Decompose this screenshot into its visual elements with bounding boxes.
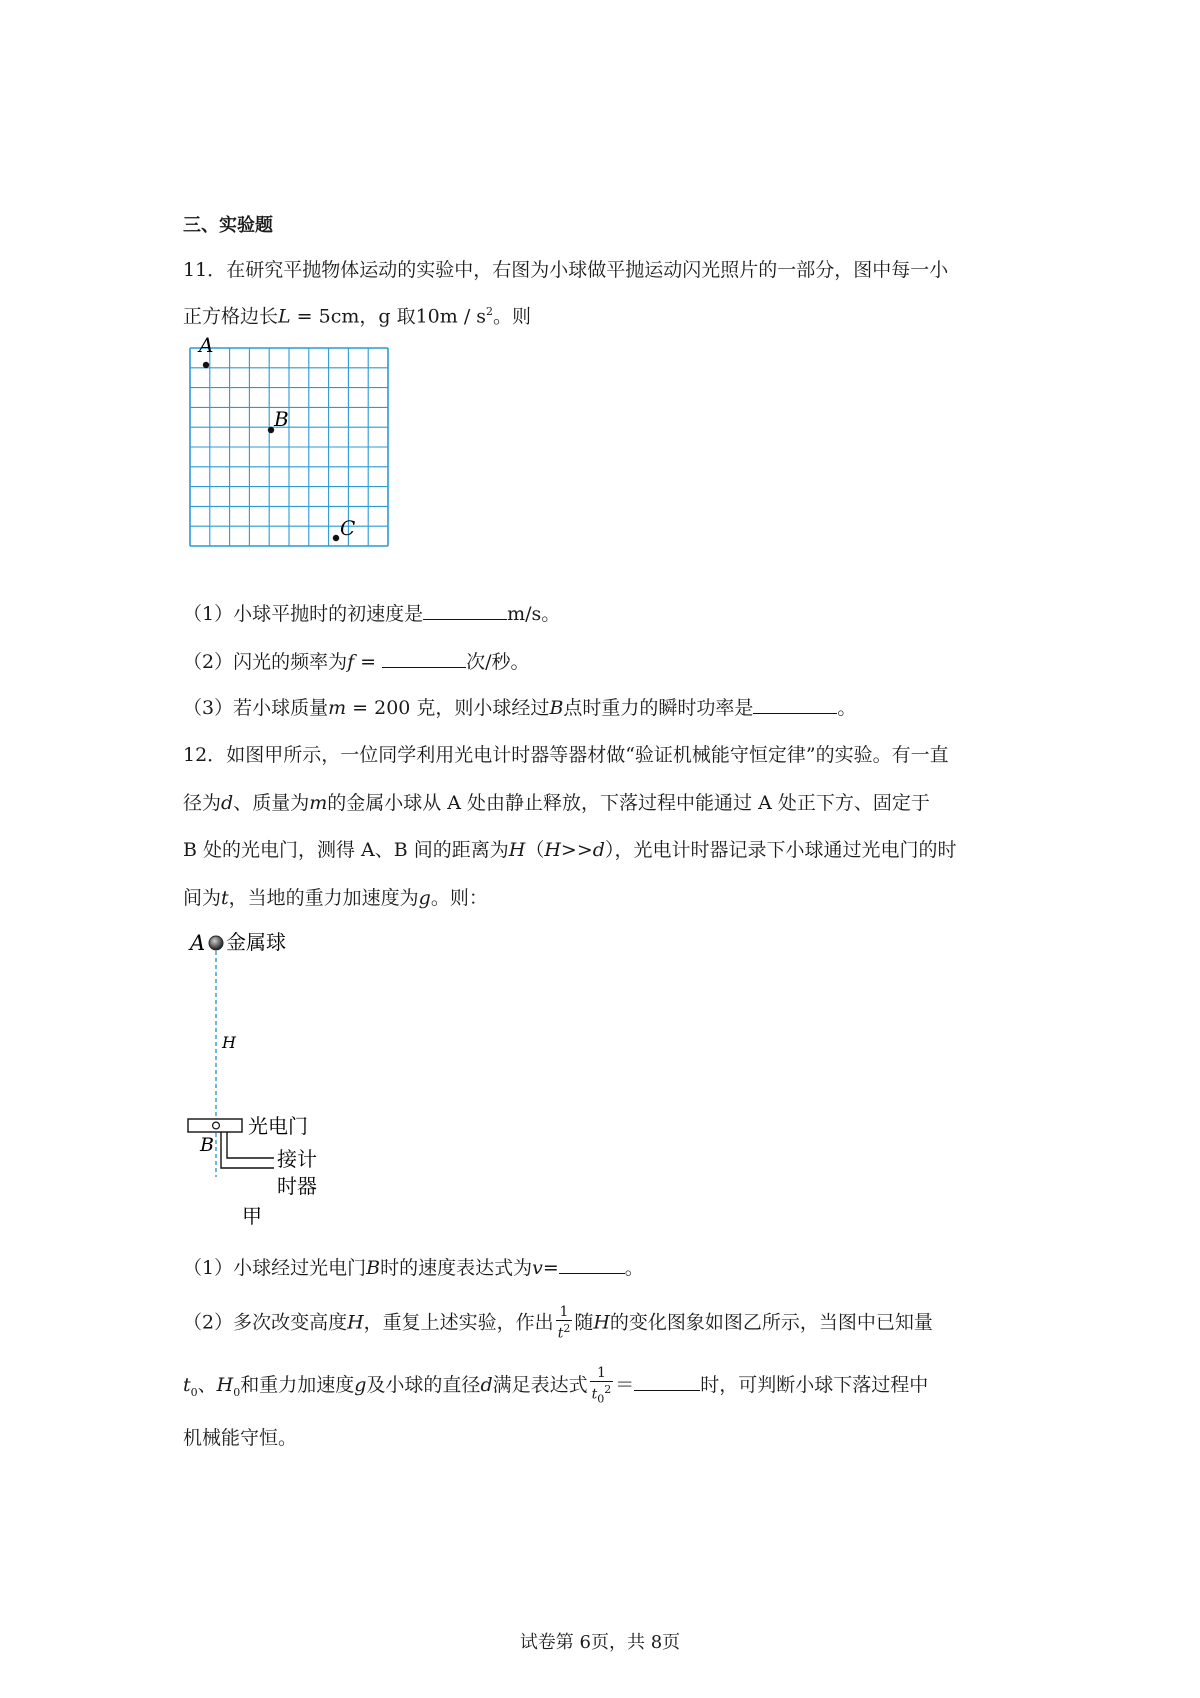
- frac2-den-t: t: [591, 1386, 598, 1403]
- q11-sub2-text: （2）闪光的频率为: [183, 651, 348, 673]
- q11-sub3: [183, 694, 856, 722]
- q12-sub2-line2: [183, 1366, 928, 1407]
- q12-line4-b: ，当地的重力加速度为: [228, 887, 419, 909]
- q12-line1-text: 如图甲所示，一位同学利用光电计时器等器材做“验证机械能守恒定律”的实验。有一直: [226, 744, 949, 766]
- frac-den: [556, 1321, 573, 1342]
- q11-sub2-eq: =: [354, 651, 383, 673]
- q12-line2-c: 的金属小球从 A 处由静止释放，下落过程中能通过 A 处正下方、固定于: [327, 792, 930, 814]
- q12-number: 12．: [183, 744, 227, 766]
- var-t0: t: [183, 1374, 191, 1397]
- q12-paren-open: （: [525, 839, 545, 861]
- q12-var-d: d: [221, 792, 234, 814]
- q12-line3: [183, 836, 956, 864]
- point-B-label: B: [274, 407, 289, 431]
- q11-g-sup: 2: [486, 305, 494, 318]
- q12-var-H: H: [508, 839, 526, 861]
- q12-line-e: 时，可判断小球下落过程中: [700, 1374, 929, 1397]
- label-B: B: [200, 1134, 214, 1156]
- label-H: H: [222, 1033, 236, 1052]
- point-C-label: C: [340, 516, 356, 540]
- label-metal-ball: 金属球: [226, 930, 286, 954]
- q11-stem-text1: 在研究平抛物体运动的实验中，右图为小球做平抛运动闪光照片的一部分，图中每一小: [226, 259, 949, 281]
- q12-sub2-c: 随: [574, 1311, 594, 1334]
- var-t0-sub: 0: [190, 1386, 198, 1400]
- q12-sub1-eq: =: [542, 1257, 559, 1279]
- point-A-label: A: [199, 333, 214, 357]
- sep1: 、: [197, 1374, 217, 1397]
- q12-sub1: [183, 1254, 644, 1282]
- q12-line4-a: 间为: [183, 887, 222, 909]
- q12-sub2-var-H: H: [347, 1311, 364, 1334]
- q11-sub1: [183, 600, 560, 628]
- q11-var-B: B: [549, 697, 564, 719]
- q12-line3-a: B 处的光电门，测得 A、B 间的距离为: [183, 839, 509, 861]
- page-footer: 试卷第 6页，共 8页: [519, 1632, 681, 1653]
- section-title: 三、实验题: [183, 215, 273, 236]
- q12-sub1-a: （1）小球经过光电门: [183, 1257, 367, 1279]
- frac2-num: 1: [590, 1366, 614, 1382]
- grid-lines: [190, 348, 388, 546]
- q11-var-m: m: [328, 697, 347, 719]
- label-timer-1: 接计: [277, 1147, 317, 1171]
- q11-stem-text2a: 正方格边长: [183, 305, 279, 328]
- q11-stem-line1: [183, 256, 948, 284]
- frac2-den: [590, 1382, 614, 1406]
- q12-line2: [183, 789, 930, 817]
- q11-sub3-eq: = 200 克，则小球经过: [346, 697, 550, 719]
- q12-var-t: t: [221, 887, 229, 909]
- q11-g-value: 10m / s: [415, 305, 487, 328]
- q12-sub1-var-v: v: [532, 1257, 543, 1279]
- q12-line-d: 满足表达式: [492, 1374, 588, 1397]
- q12-last-line: 机械能守恒。: [183, 1427, 298, 1449]
- q11-sub2: [183, 648, 530, 676]
- q12-sub2-var-H2: H: [593, 1311, 610, 1334]
- var-H0-sub: 0: [233, 1386, 241, 1400]
- frac-den-sup: 2: [563, 1322, 571, 1335]
- q11-var-L: L: [278, 305, 291, 328]
- var-H0: H: [216, 1374, 234, 1397]
- q11-var-f: f: [347, 651, 355, 673]
- q12-sub2-line1: [183, 1305, 933, 1342]
- q12-sub1-var-B: B: [366, 1257, 381, 1279]
- point-A-dot: [203, 362, 209, 368]
- label-A: A: [190, 931, 206, 955]
- q11-sub1-unit: m/s。: [507, 603, 561, 625]
- q12-line-c: 及小球的直径: [366, 1374, 481, 1397]
- q12-sub2-b: ，重复上述实验，作出: [363, 1311, 554, 1334]
- fraction-1-over-t2: [556, 1305, 573, 1342]
- q11-sub2-blank: [382, 649, 466, 668]
- frac-den-t: t: [557, 1325, 564, 1342]
- q11-sub1-blank: [423, 601, 507, 620]
- q12-line3-rest: ），光电计时器记录下小球通过光电门的时: [604, 839, 957, 861]
- fraction-1-over-t0-squared: [590, 1366, 614, 1406]
- q12-cond: H>>d: [544, 839, 605, 861]
- q12-var-g: g: [418, 887, 431, 909]
- q12-sub1-c: 。: [624, 1257, 644, 1279]
- q12-sub2-a: （2）多次改变高度: [183, 1311, 348, 1334]
- q11-stem-text2b: ，g 取: [359, 305, 416, 328]
- q12-sub2-d: 的变化图象如图乙所示，当图中已知量: [609, 1311, 933, 1334]
- label-photogate: 光电门: [248, 1114, 308, 1138]
- q11-sub3-end: 。: [837, 697, 857, 719]
- q11-sub1-text: （1）小球平抛时的初速度是: [183, 603, 424, 625]
- q11-grid-figure: [180, 333, 405, 588]
- q11-number: 11．: [183, 259, 227, 281]
- q11-sub3-text2: 点时重力的瞬时功率是: [563, 697, 754, 719]
- frac2-den-sub: 0: [597, 1392, 605, 1406]
- q12-line-var-g: g: [354, 1374, 367, 1397]
- q12-line-b: 和重力加速度: [240, 1374, 355, 1397]
- q11-stem-line2: [183, 298, 531, 330]
- metal-ball-icon: [209, 936, 223, 950]
- q11-sub2-unit: 次/秒。: [466, 651, 530, 673]
- label-timer-2: 时器: [277, 1174, 317, 1198]
- q12-line-var-d: d: [480, 1374, 493, 1397]
- q12-sub1-b: 时的速度表达式为: [380, 1257, 533, 1279]
- q11-sub3-blank: [753, 695, 837, 714]
- q11-stem-text2c: 。则: [493, 305, 532, 328]
- q12-sub2-blank: [634, 1372, 700, 1391]
- frac-num: 1: [556, 1305, 573, 1321]
- q12-sub1-blank: [559, 1255, 625, 1274]
- photogate-hole: [213, 1122, 220, 1129]
- point-C-dot: [333, 535, 339, 541]
- q11-eq-L: = 5cm: [290, 305, 360, 328]
- q12-line-eq: ＝: [615, 1374, 635, 1397]
- q12-line4-c: 。则：: [430, 887, 488, 909]
- q12-apparatus-figure: [180, 925, 380, 1245]
- q12-var-m: m: [309, 792, 328, 814]
- q12-line2-a: 径为: [183, 792, 222, 814]
- q12-line2-b: 、质量为: [233, 792, 310, 814]
- q12-line4: [183, 884, 488, 912]
- frac2-den-sup: 2: [604, 1383, 612, 1396]
- figure-caption: 甲: [242, 1204, 262, 1228]
- q11-sub3-text: （3）若小球质量: [183, 697, 329, 719]
- q12-line1: [183, 741, 949, 769]
